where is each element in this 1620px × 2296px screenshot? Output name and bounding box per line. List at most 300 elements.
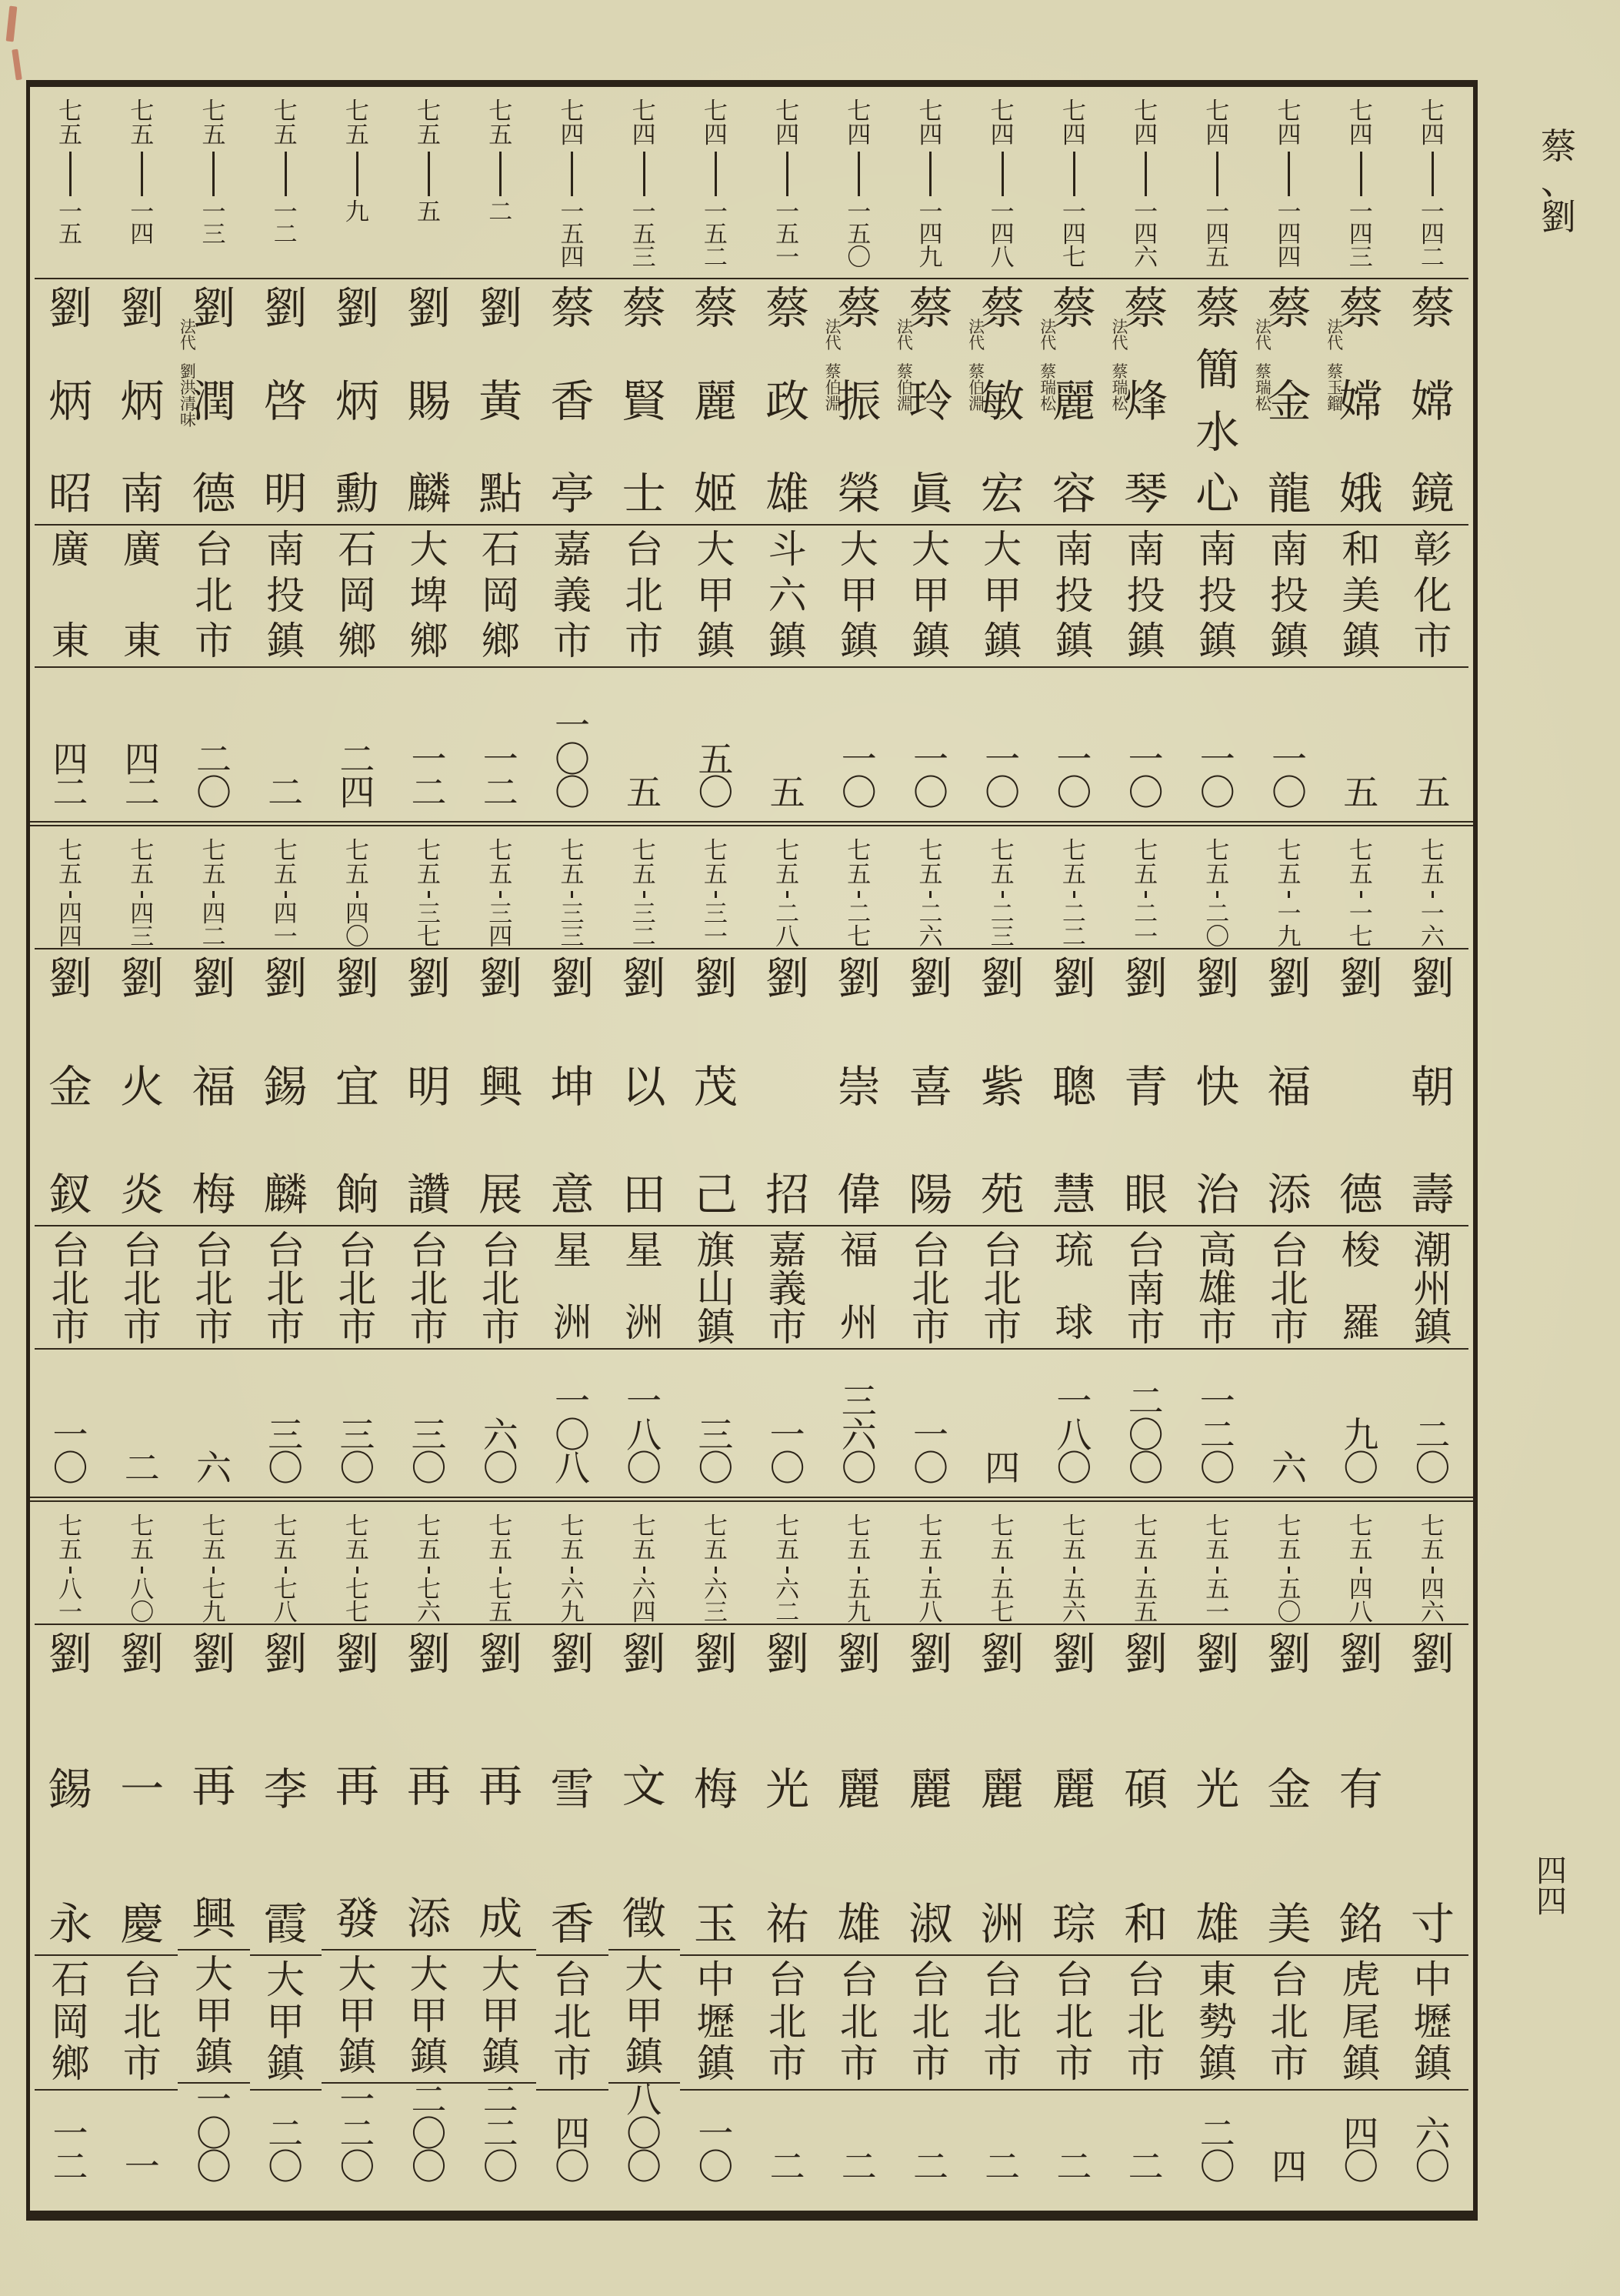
entry-location: 石 岡 鄉 bbox=[465, 526, 536, 668]
registration-serial: 六 九 bbox=[560, 1576, 585, 1626]
entry-amount: 一 〇 bbox=[769, 1415, 805, 1489]
entry-name-cell bbox=[752, 1625, 823, 1956]
dash-icon bbox=[1360, 152, 1362, 196]
entry-location: 中 壢 鎮 bbox=[1397, 1956, 1468, 2091]
registry-entry bbox=[608, 87, 680, 821]
entry-name-cell bbox=[1397, 949, 1468, 1226]
dash-icon bbox=[858, 891, 860, 898]
registration-year: 七 四 bbox=[1205, 98, 1230, 149]
person-name: 劉 金 美 bbox=[1267, 1630, 1312, 1949]
legal-rep-label: 法 代 bbox=[179, 318, 196, 352]
entry-name-cell bbox=[322, 949, 393, 1226]
person-name: 劉 麗 淑 bbox=[908, 1630, 953, 1949]
registration-serial: 一 四 五 bbox=[1205, 199, 1230, 271]
dash-icon bbox=[643, 1567, 645, 1573]
dash-icon bbox=[1073, 891, 1075, 898]
entry-name-cell bbox=[1397, 279, 1468, 526]
entry-registration-number bbox=[536, 87, 608, 279]
registry-entry bbox=[967, 826, 1038, 1497]
dash-icon bbox=[1002, 891, 1004, 898]
entry-location: 大 甲 鎮 bbox=[393, 1951, 465, 2084]
entry-amount: 五 〇 bbox=[698, 739, 734, 813]
legal-rep-name: 蔡 瑞 松 bbox=[1255, 362, 1272, 413]
person-name: 劉 再 興 bbox=[192, 1630, 236, 1944]
registration-year: 七 五 bbox=[847, 1513, 872, 1563]
entry-location: 嘉 義 市 bbox=[752, 1226, 823, 1350]
entry-name-cell bbox=[1253, 279, 1325, 526]
person-name: 劉 麗 雄 bbox=[837, 1630, 882, 1949]
registration-year: 七 四 bbox=[1062, 98, 1086, 149]
entry-amount: 一 八 〇 bbox=[626, 1381, 662, 1489]
entry-name-cell bbox=[1038, 279, 1110, 526]
registration-serial: 五 一 bbox=[1205, 1576, 1230, 1626]
entry-location: 旗 山 鎮 bbox=[680, 1226, 752, 1350]
dash-icon bbox=[212, 1567, 215, 1573]
entry-amount: 六 bbox=[195, 1449, 232, 1489]
entry-location: 台 北 市 bbox=[106, 1226, 178, 1350]
entry-name-cell bbox=[106, 949, 178, 1226]
registration-serial: 一 四 六 bbox=[1134, 199, 1158, 271]
entry-name-cell bbox=[250, 279, 322, 526]
entry-name-cell bbox=[1397, 1625, 1468, 1956]
entry-amount: 四 二 bbox=[124, 739, 160, 813]
entry-location: 台 北 市 bbox=[1253, 1226, 1325, 1350]
entry-name-cell bbox=[752, 279, 823, 526]
registration-serial: 五 五 bbox=[1134, 1576, 1158, 1626]
entry-amount: 一 〇 〇 bbox=[195, 2080, 232, 2188]
entry-registration-number bbox=[322, 87, 393, 279]
dash-icon bbox=[428, 152, 430, 196]
registration-year: 七 五 bbox=[130, 98, 155, 149]
registration-serial: 三 三 bbox=[560, 900, 585, 950]
registration-serial: 一 四 三 bbox=[1348, 199, 1373, 271]
entry-amount: 一 〇 八 bbox=[554, 1381, 590, 1489]
entry-name-cell bbox=[1182, 949, 1253, 1226]
legal-rep-name: 蔡 伯 淵 bbox=[968, 362, 985, 413]
registration-serial: 一 四 bbox=[130, 199, 155, 249]
registration-serial: 二 一 bbox=[1134, 900, 1158, 950]
entry-amount: 二 〇 bbox=[195, 739, 232, 813]
entry-registration-number bbox=[608, 826, 680, 949]
person-name: 劉 招 bbox=[765, 955, 810, 1220]
person-name: 劉 麗 琮 bbox=[1052, 1630, 1096, 1949]
registration-year: 七 五 bbox=[918, 1513, 943, 1563]
registry-entry bbox=[1253, 826, 1325, 1497]
entry-registration-number bbox=[752, 826, 823, 949]
registration-serial: 一 九 bbox=[1277, 900, 1302, 950]
dash-icon bbox=[571, 891, 573, 898]
person-name: 蔡 賢 士 bbox=[622, 285, 666, 519]
registration-serial: 五 〇 bbox=[1277, 1576, 1302, 1626]
entry-location: 台 北 市 bbox=[967, 1226, 1038, 1350]
registration-serial: 四 六 bbox=[1420, 1576, 1445, 1626]
entry-amount: 二 〇 bbox=[1199, 2114, 1235, 2188]
entry-location: 高 雄 市 bbox=[1182, 1226, 1253, 1350]
registration-serial: 一 五 四 bbox=[560, 199, 585, 271]
person-name: 劉 炳 昭 bbox=[48, 285, 93, 519]
entry-registration-number bbox=[250, 826, 322, 949]
entry-registration-number bbox=[680, 87, 752, 279]
person-name: 劉 麗 洲 bbox=[980, 1630, 1025, 1949]
entry-name-cell bbox=[1038, 1625, 1110, 1956]
dash-icon bbox=[1216, 1567, 1218, 1573]
entry-name-cell bbox=[536, 949, 608, 1226]
registry-band-2 bbox=[30, 826, 1473, 1502]
entry-registration-number bbox=[967, 87, 1038, 279]
registration-serial: 七 八 bbox=[273, 1576, 298, 1626]
entry-location: 大 甲 鎮 bbox=[823, 526, 895, 668]
entry-amount: 四 bbox=[985, 1449, 1021, 1489]
entry-location: 星 洲 bbox=[536, 1226, 608, 1350]
entry-registration-number bbox=[393, 87, 465, 279]
entry-location: 台 北 市 bbox=[1110, 1956, 1182, 2091]
entry-name-cell bbox=[393, 279, 465, 526]
entry-registration-number bbox=[1182, 87, 1253, 279]
entry-registration-number bbox=[1397, 1502, 1468, 1625]
page-number: 四 四 bbox=[1536, 1854, 1567, 1919]
entry-location: 台 北 市 bbox=[465, 1226, 536, 1350]
entry-name-cell bbox=[1325, 949, 1397, 1226]
dash-icon bbox=[1002, 1567, 1004, 1573]
registry-entry bbox=[1038, 87, 1110, 821]
legal-rep-name: 蔡 瑞 松 bbox=[1112, 362, 1128, 413]
entry-registration-number bbox=[35, 1502, 106, 1625]
registry-entry bbox=[393, 826, 465, 1497]
entry-amount: 三 六 〇 bbox=[841, 1381, 877, 1489]
entry-name-cell bbox=[1038, 949, 1110, 1226]
dash-icon bbox=[285, 1567, 287, 1573]
entry-name-cell bbox=[536, 279, 608, 526]
entry-name-cell bbox=[106, 279, 178, 526]
registry-entry bbox=[322, 1502, 393, 2195]
registration-year: 七 五 bbox=[202, 837, 226, 888]
dash-icon bbox=[929, 1567, 932, 1573]
registry-entry bbox=[823, 826, 895, 1497]
registry-entry bbox=[536, 826, 608, 1497]
person-name: 劉 福 梅 bbox=[192, 955, 236, 1220]
entry-registration-number bbox=[178, 1502, 249, 1625]
dash-icon bbox=[69, 152, 72, 196]
registry-entry bbox=[967, 87, 1038, 821]
entry-location: 南 投 鎮 bbox=[250, 526, 322, 668]
registry-entry bbox=[536, 1502, 608, 2195]
entry-amount: 三 〇 bbox=[268, 1415, 304, 1489]
registration-year: 七 五 bbox=[703, 837, 728, 888]
entry-amount: 一 〇 bbox=[52, 1415, 88, 1489]
entry-location: 大 甲 鎮 bbox=[680, 526, 752, 668]
registry-entry bbox=[465, 87, 536, 821]
entry-registration-number bbox=[895, 1502, 966, 1625]
entry-amount: 六 〇 bbox=[1415, 2114, 1451, 2188]
registration-serial: 二 八 bbox=[775, 900, 800, 950]
registration-serial: 二 〇 bbox=[1205, 900, 1230, 950]
entry-amount: 二 〇 〇 bbox=[411, 2080, 447, 2188]
entry-name-cell bbox=[35, 949, 106, 1226]
entry-name-cell bbox=[895, 279, 966, 526]
dash-icon bbox=[786, 1567, 788, 1573]
dash-icon bbox=[715, 1567, 717, 1573]
entry-registration-number bbox=[393, 826, 465, 949]
dash-icon bbox=[1216, 891, 1218, 898]
entry-registration-number bbox=[1110, 826, 1182, 949]
section-label: 蔡 、 劉 bbox=[1541, 127, 1576, 237]
dash-icon bbox=[1145, 152, 1147, 196]
entry-name-cell bbox=[608, 279, 680, 526]
registration-serial: 二 bbox=[488, 199, 513, 225]
entry-name-cell bbox=[680, 1625, 752, 1956]
entry-location: 斗 六 鎮 bbox=[752, 526, 823, 668]
registry-entry bbox=[680, 1502, 752, 2195]
entry-name-cell bbox=[608, 1625, 680, 1951]
dash-icon bbox=[715, 152, 717, 196]
entry-amount: 一 〇 bbox=[698, 2114, 734, 2188]
entry-amount: 一 〇 〇 bbox=[554, 706, 590, 813]
person-name: 劉 錫 永 bbox=[48, 1630, 93, 1949]
entry-registration-number bbox=[895, 87, 966, 279]
entry-location: 大 甲 鎮 bbox=[250, 1956, 322, 2091]
person-name: 劉 梅 玉 bbox=[693, 1630, 738, 1949]
person-name: 劉 雪 香 bbox=[550, 1630, 595, 1949]
entry-amount: 一 〇 bbox=[912, 1415, 948, 1489]
registration-year: 七 五 bbox=[273, 98, 298, 149]
registration-serial: 一 四 七 bbox=[1062, 199, 1086, 271]
legal-rep-name: 蔡 玉 鎦 bbox=[1327, 362, 1344, 413]
dash-icon bbox=[141, 152, 143, 196]
registration-year: 七 四 bbox=[1348, 98, 1373, 149]
entry-name-cell bbox=[1325, 1625, 1397, 1956]
registration-serial: 一 五 一 bbox=[775, 199, 800, 271]
entry-amount: 二 〇 bbox=[268, 2114, 304, 2188]
registration-year: 七 五 bbox=[130, 837, 155, 888]
entry-amount: 四 〇 bbox=[554, 2114, 590, 2188]
registry-entry bbox=[608, 826, 680, 1497]
entry-amount: 一 〇 bbox=[1271, 739, 1307, 813]
entry-registration-number bbox=[536, 1502, 608, 1625]
entry-location: 台 北 市 bbox=[895, 1226, 966, 1350]
entry-location: 南 投 鎮 bbox=[1038, 526, 1110, 668]
registration-year: 七 五 bbox=[273, 1513, 298, 1563]
entry-registration-number bbox=[35, 826, 106, 949]
person-name: 蔡 簡 水 心 bbox=[1195, 285, 1240, 519]
entry-registration-number bbox=[250, 87, 322, 279]
dash-icon bbox=[499, 891, 502, 898]
entry-amount: 五 bbox=[769, 773, 805, 813]
dash-icon bbox=[858, 1567, 860, 1573]
entry-name-cell bbox=[178, 1625, 249, 1951]
entry-name-cell bbox=[1325, 279, 1397, 526]
person-name: 劉 明 讚 bbox=[407, 955, 452, 1220]
person-name: 劉 快 治 bbox=[1195, 955, 1240, 1220]
dash-icon bbox=[786, 152, 788, 196]
registration-year: 七 五 bbox=[632, 1513, 656, 1563]
registration-serial: 四 二 bbox=[202, 900, 226, 950]
registry-entry bbox=[250, 87, 322, 821]
dash-icon bbox=[1002, 152, 1004, 196]
dash-icon bbox=[571, 152, 573, 196]
entry-registration-number bbox=[752, 87, 823, 279]
dash-icon bbox=[499, 1567, 502, 1573]
registration-year: 七 五 bbox=[1348, 837, 1373, 888]
registry-entry bbox=[35, 87, 106, 821]
entry-amount: 一 〇 bbox=[985, 739, 1021, 813]
entry-location: 台 北 市 bbox=[1253, 1956, 1325, 2091]
registration-year: 七 五 bbox=[1277, 1513, 1302, 1563]
entry-name-cell bbox=[178, 279, 249, 526]
entry-location: 石 岡 鄉 bbox=[322, 526, 393, 668]
registration-year: 七 四 bbox=[775, 98, 800, 149]
registration-serial: 五 八 bbox=[918, 1576, 943, 1626]
registration-serial: 二 六 bbox=[918, 900, 943, 950]
entry-registration-number bbox=[1397, 826, 1468, 949]
registration-serial: 一 二 bbox=[273, 199, 298, 249]
dash-icon bbox=[1432, 152, 1434, 196]
registration-year: 七 四 bbox=[632, 98, 656, 149]
entry-amount: 二 bbox=[841, 2147, 877, 2188]
entry-name-cell bbox=[465, 1625, 536, 1951]
registry-entry bbox=[1325, 87, 1397, 821]
entry-registration-number bbox=[322, 1502, 393, 1625]
entry-amount: 六 bbox=[1271, 1449, 1307, 1489]
entry-amount: 六 〇 bbox=[482, 1415, 518, 1489]
registration-serial: 四 一 bbox=[273, 900, 298, 950]
person-name: 劉 崇 偉 bbox=[837, 955, 882, 1220]
registry-entry bbox=[250, 826, 322, 1497]
person-name: 劉 炳 勳 bbox=[335, 285, 379, 519]
registration-serial: 一 四 二 bbox=[1420, 199, 1445, 271]
dash-icon bbox=[1432, 1567, 1434, 1573]
entry-location: 大 甲 鎮 bbox=[178, 1951, 249, 2084]
entry-registration-number bbox=[465, 87, 536, 279]
person-name: 劉 再 添 bbox=[407, 1630, 452, 1944]
registration-year: 七 五 bbox=[1134, 1513, 1158, 1563]
person-name: 劉 茂 己 bbox=[693, 955, 738, 1220]
entry-location: 大 甲 鎮 bbox=[895, 526, 966, 668]
registry-entry bbox=[178, 1502, 249, 2195]
entry-registration-number bbox=[106, 1502, 178, 1625]
entry-amount: 四 〇 bbox=[1343, 2114, 1379, 2188]
person-name: 蔡 麗 姬 bbox=[693, 285, 738, 519]
entry-name-cell bbox=[823, 279, 895, 526]
person-name: 劉 再 發 bbox=[335, 1630, 379, 1944]
person-name: 劉 光 雄 bbox=[1195, 1630, 1240, 1949]
entry-name-cell bbox=[1110, 279, 1182, 526]
entry-amount: 二 bbox=[985, 2147, 1021, 2188]
registration-year: 七 四 bbox=[1420, 98, 1445, 149]
registration-serial: 九 bbox=[345, 199, 369, 225]
registry-entry bbox=[967, 1502, 1038, 2195]
registration-serial: 一 三 bbox=[202, 199, 226, 249]
entry-location: 台 北 市 bbox=[35, 1226, 106, 1350]
dash-icon bbox=[858, 152, 860, 196]
person-name: 劉 朝 壽 bbox=[1410, 955, 1455, 1220]
registry-entry bbox=[1253, 1502, 1325, 2195]
person-name: 蔡 香 亭 bbox=[550, 285, 595, 519]
entry-registration-number bbox=[608, 1502, 680, 1625]
entry-location: 台 北 市 bbox=[178, 1226, 249, 1350]
entry-amount: 一 八 〇 bbox=[1056, 1381, 1092, 1489]
entry-name-cell bbox=[536, 1625, 608, 1956]
registration-year: 七 四 bbox=[1134, 98, 1158, 149]
entry-registration-number bbox=[1038, 826, 1110, 949]
entry-location: 大 埤 鄉 bbox=[393, 526, 465, 668]
registration-year: 七 五 bbox=[345, 837, 369, 888]
registration-year: 七 五 bbox=[488, 837, 513, 888]
entry-amount: 一 二 〇 bbox=[339, 2080, 375, 2188]
registration-year: 七 四 bbox=[990, 98, 1015, 149]
registry-entry bbox=[680, 826, 752, 1497]
registration-year: 七 五 bbox=[560, 837, 585, 888]
registry-entry bbox=[1110, 826, 1182, 1497]
entry-amount: 二 二 〇 bbox=[482, 2080, 518, 2188]
registry-entry bbox=[322, 826, 393, 1497]
registration-year: 七 五 bbox=[417, 1513, 442, 1563]
entry-amount: 四 二 bbox=[52, 739, 88, 813]
registry-entry bbox=[823, 1502, 895, 2195]
person-name: 劉 紫 苑 bbox=[980, 955, 1025, 1220]
entry-registration-number bbox=[752, 1502, 823, 1625]
person-name: 劉 青 眼 bbox=[1124, 955, 1168, 1220]
legal-rep-label: 法 代 bbox=[896, 318, 913, 352]
registration-year: 七 五 bbox=[1205, 837, 1230, 888]
person-name: 劉 啓 明 bbox=[263, 285, 308, 519]
entry-amount: 二 bbox=[124, 1449, 160, 1489]
entry-name-cell bbox=[1253, 1625, 1325, 1956]
legal-rep-name: 蔡 瑞 松 bbox=[1040, 362, 1057, 413]
registry-entry bbox=[1182, 87, 1253, 821]
registration-serial: 三 二 bbox=[632, 900, 656, 950]
entry-name-cell bbox=[967, 279, 1038, 526]
entry-amount: 一 〇 bbox=[1056, 739, 1092, 813]
registration-serial: 六 二 bbox=[775, 1576, 800, 1626]
registration-serial: 七 六 bbox=[417, 1576, 442, 1626]
person-name: 劉 黃 點 bbox=[478, 285, 523, 519]
legal-rep-label: 法 代 bbox=[825, 318, 842, 352]
entry-location: 台 南 市 bbox=[1110, 1226, 1182, 1350]
registration-serial: 八 一 bbox=[58, 1576, 83, 1626]
registration-serial: 四 四 bbox=[58, 900, 83, 950]
entry-location: 台 北 市 bbox=[536, 1956, 608, 2091]
entry-amount: 四 bbox=[1271, 2147, 1307, 2188]
person-name: 劉 以 田 bbox=[622, 955, 666, 1220]
registry-entry bbox=[1038, 1502, 1110, 2195]
dash-icon bbox=[69, 891, 72, 898]
entry-name-cell bbox=[1110, 949, 1182, 1226]
legal-rep-name: 蔡 伯 淵 bbox=[896, 362, 913, 413]
registration-year: 七 五 bbox=[1420, 837, 1445, 888]
registry-entry bbox=[1182, 826, 1253, 1497]
registration-serial: 一 四 九 bbox=[918, 199, 943, 271]
registration-serial: 三 七 bbox=[417, 900, 442, 950]
person-name: 劉 賜 麟 bbox=[407, 285, 452, 519]
dash-icon bbox=[1360, 891, 1362, 898]
entry-amount: 二 四 bbox=[339, 739, 375, 813]
registry-entry bbox=[1253, 87, 1325, 821]
registry-entry bbox=[752, 87, 823, 821]
dash-icon bbox=[1145, 1567, 1147, 1573]
entry-registration-number bbox=[465, 826, 536, 949]
person-name: 蔡 敏 宏 bbox=[980, 285, 1025, 519]
registry-entry bbox=[322, 87, 393, 821]
registration-year: 七 五 bbox=[560, 1513, 585, 1563]
legal-rep-label: 法 代 bbox=[1327, 318, 1344, 352]
entry-registration-number bbox=[465, 1502, 536, 1625]
entry-registration-number bbox=[1182, 1502, 1253, 1625]
person-name: 劉 金 釵 bbox=[48, 955, 93, 1220]
legal-rep-label: 法 代 bbox=[1040, 318, 1057, 352]
person-name: 劉 錫 麟 bbox=[263, 955, 308, 1220]
registry-entry bbox=[1397, 87, 1468, 821]
entry-registration-number bbox=[1110, 1502, 1182, 1625]
